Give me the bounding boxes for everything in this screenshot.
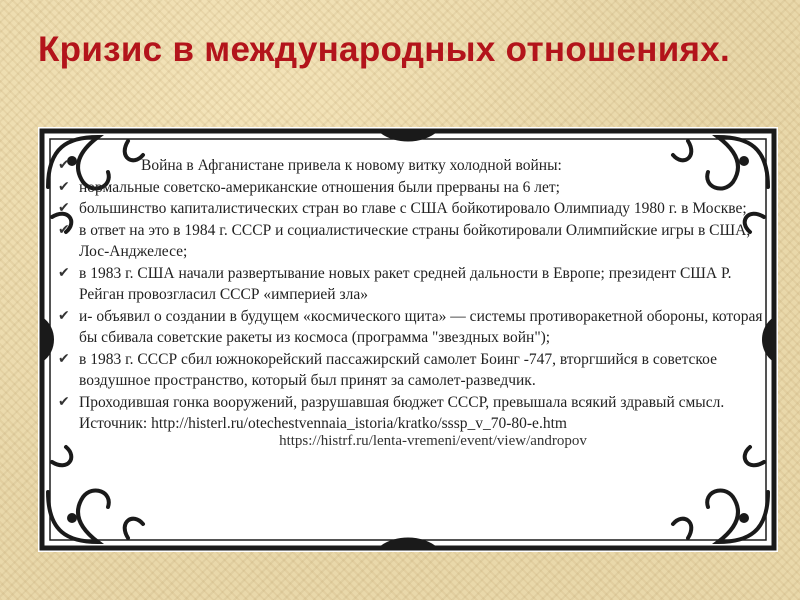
slide-title: Кризис в международных отношениях. [38,30,731,69]
source-link-1[interactable]: http://histerl.ru/otechestvennaia_istoria/kratko/sssp_v_70-80-e.htm [151,415,567,432]
source-link-2[interactable]: https://histrf.ru/lenta-vremeni/event/view/andropov [279,432,587,449]
checkmark-icon: ✔ [58,393,70,410]
list-item-text: нормальные советско-американские отношения были прерваны на 6 лет; [79,178,560,196]
checkmark-icon: ✔ [58,178,70,195]
list-item [58,220,768,263]
source-label: Источник: [79,415,148,432]
list-item-text: Проходившая гонка вооружений, разрушавшая бюджет СССР, превышала всякий здравый смысл. [79,393,725,411]
list-item [58,392,768,414]
list-item [58,263,768,306]
list-item-text: большинство капиталистических стран во главе с США бойкотировало Олимпиаду 1980 г. в Москве; [79,200,747,217]
checkmark-icon: ✔ [58,221,70,238]
list-item [58,155,768,177]
checkmark-icon: ✔ [58,264,70,281]
list-item-text: в 1983 г. США начали развертывание новых ракет средней дальности в Европе; президент США Р. Рейган провозгласил СССР «империей зла» [79,264,732,303]
checkmark-icon: ✔ [58,157,70,173]
list-item-text: в 1983 г. СССР сбил южнокорейский пассажирский самолет Боинг -747, вторгшийся в советское воздушное пространство, который был принят за самолет-разведчик. [79,350,717,389]
list-item-text: в ответ на это в 1984 г. СССР и социалистические страны бойкотировали Олимпийские игры в США, Лос-Анджелесе; [79,221,751,260]
ornamental-frame [38,127,778,552]
checkmark-icon: ✔ [58,200,70,216]
bullet-list [58,155,768,452]
list-item-text: и- объявил о создании в будущем «космического щита» — системы противоракетной обороны, которая бы сбивала советские ракеты из космоса (программа "звездных войн"); [79,307,763,346]
list-item [58,306,768,349]
list-item [58,198,768,220]
checkmark-icon: ✔ [58,307,70,324]
checkmark-icon: ✔ [58,350,70,367]
list-item [58,349,768,392]
list-item [58,177,768,199]
list-item-text: Война в Афганистане привела к новому витку холодной войны: [141,157,562,174]
